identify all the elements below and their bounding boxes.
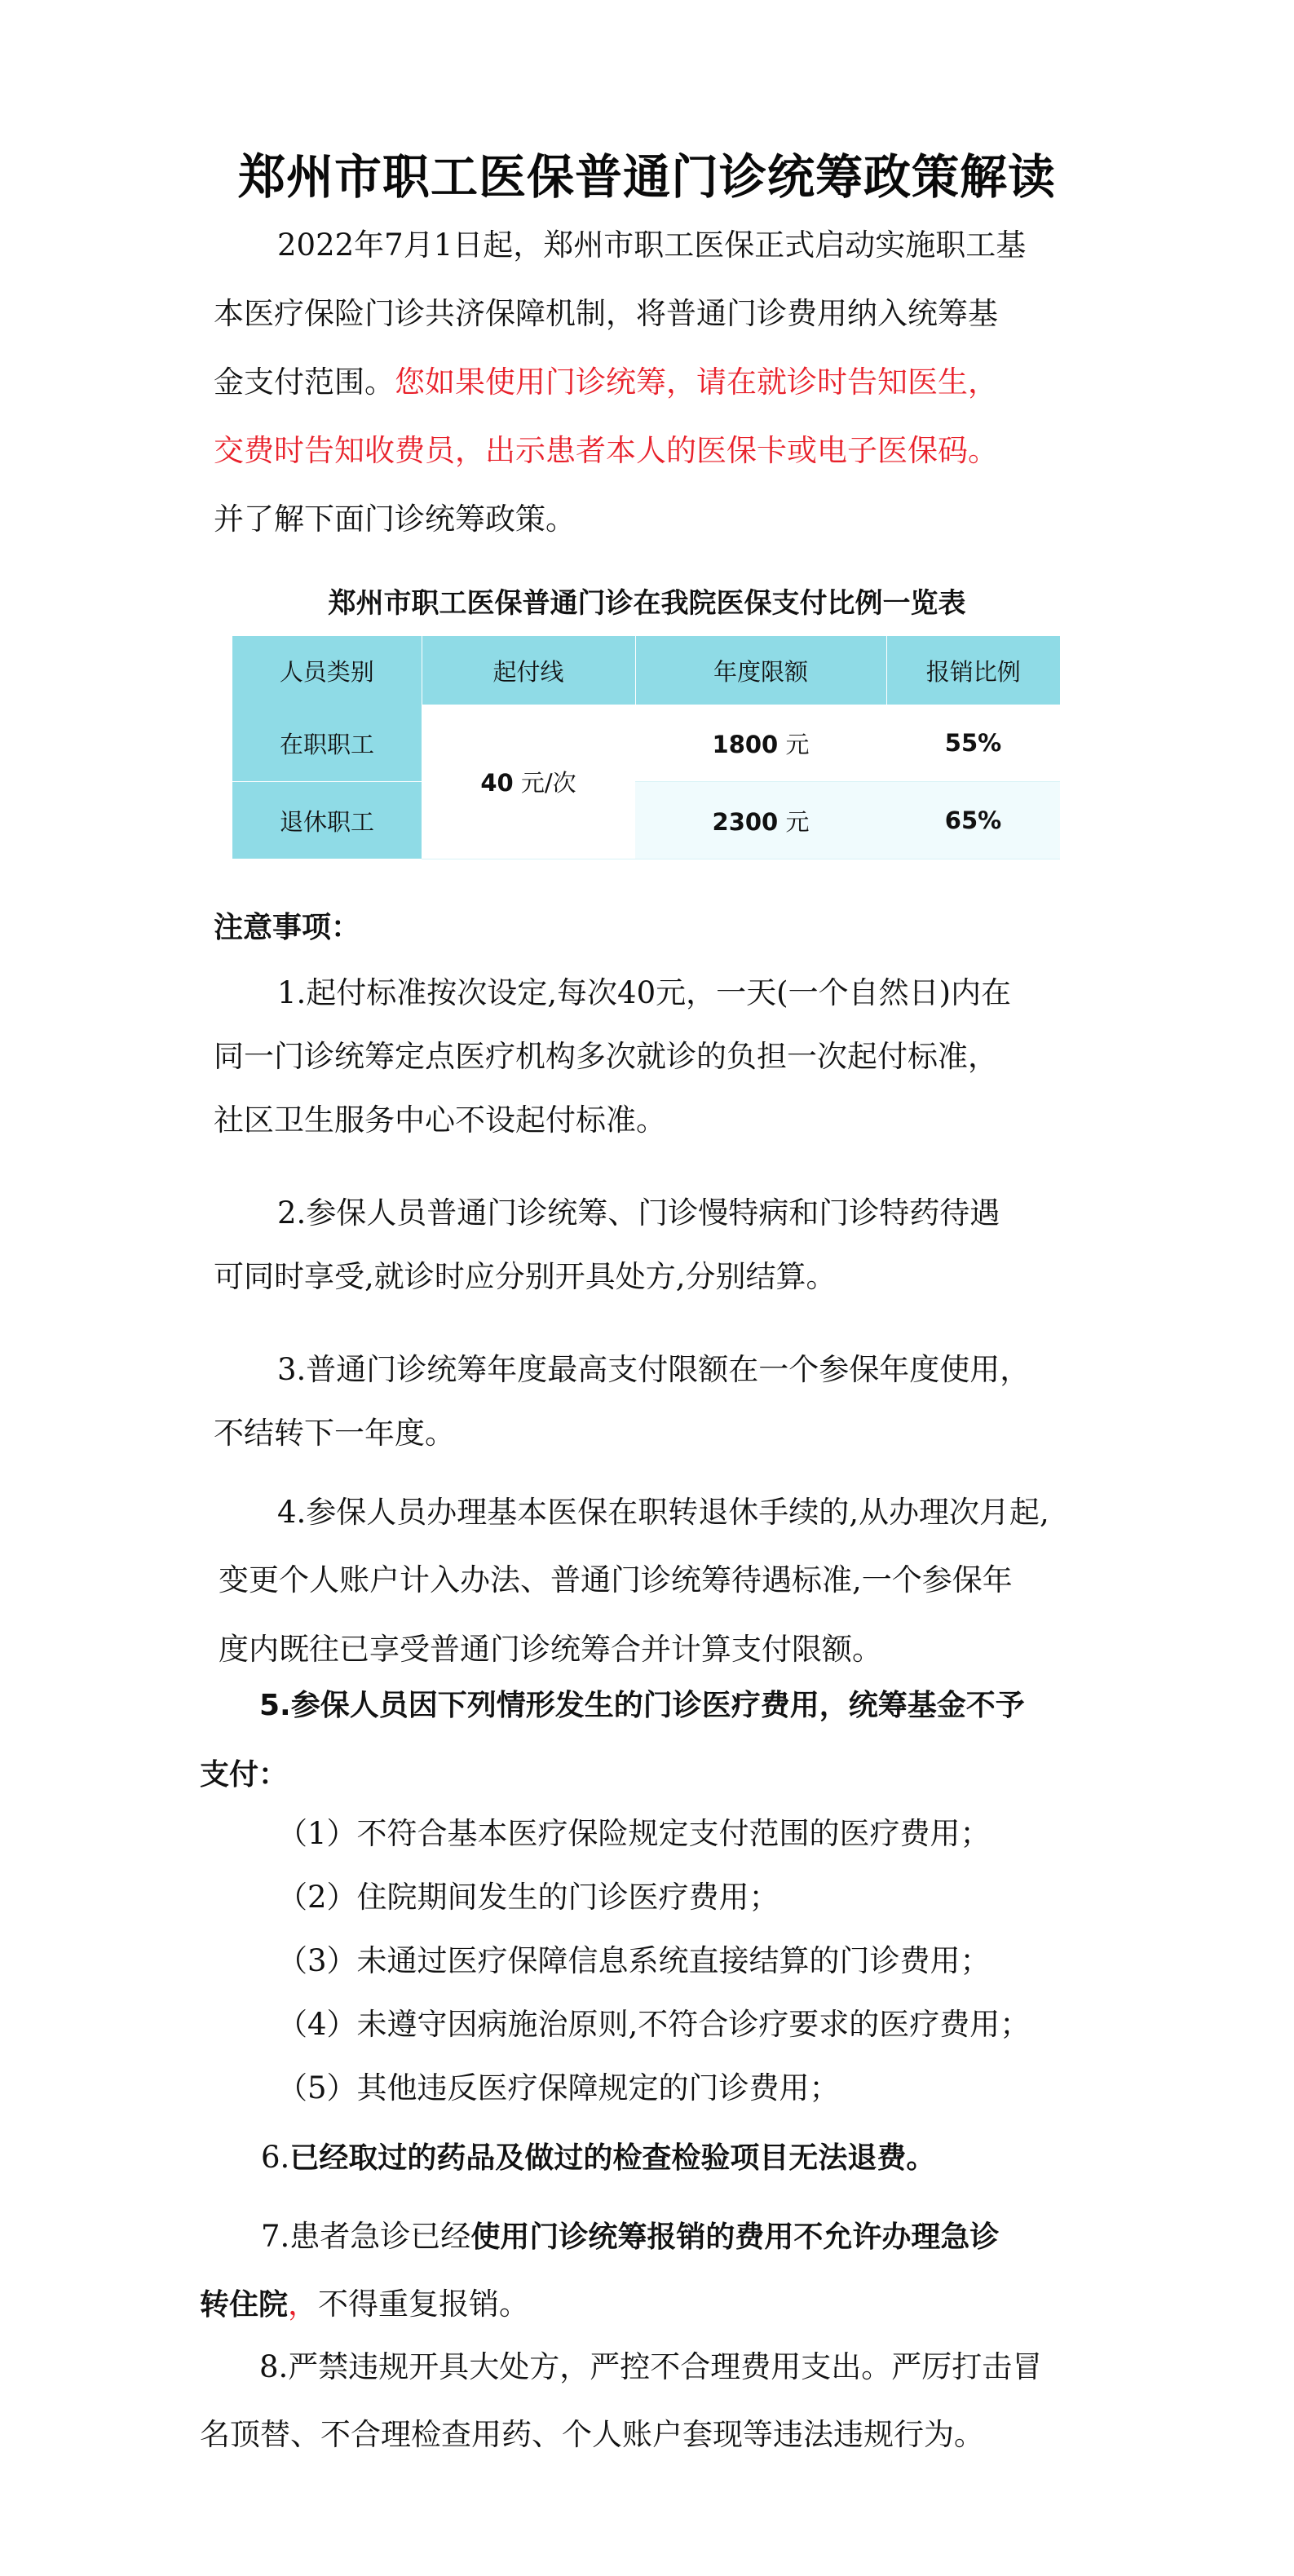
note-1-line-1: 1.起付标准按次设定,每次40元，一天(一个自然日)内在 bbox=[277, 975, 1012, 1010]
intro-line-3-normal: 金支付范围。 bbox=[214, 365, 395, 400]
table-title: 郑州市职工医保普通门诊在我院医保支付比例一览表 bbox=[328, 587, 966, 620]
note-3-line-2: 不结转下一年度。 bbox=[214, 1416, 455, 1451]
ratio-cell: 55% bbox=[886, 705, 1060, 782]
note-5-item: （1）不符合基本医疗保险规定支付范围的医疗费用； bbox=[277, 1816, 991, 1851]
header-deductible: 起付线 bbox=[422, 636, 635, 705]
table-row bbox=[232, 782, 1060, 859]
note-6-number: 6. bbox=[261, 2140, 290, 2175]
category-cell: 退休职工 bbox=[232, 782, 422, 859]
note-7-emphasis-2: 转住院 bbox=[200, 2288, 289, 2322]
limit-unit: 元 bbox=[785, 730, 810, 758]
note-5-item: （3）未通过医疗保障信息系统直接结算的门诊费用； bbox=[277, 1943, 991, 1978]
note-4-line-2: 变更个人账户计入办法、普通门诊统筹待遇标准,一个参保年 bbox=[219, 1562, 1013, 1597]
header-ratio: 报销比例 bbox=[886, 636, 1060, 705]
note-7-emphasis: 使用门诊统筹报销的费用不允许办理急诊 bbox=[470, 2220, 1000, 2254]
payment-ratio-table bbox=[232, 636, 1060, 859]
limit-cell bbox=[635, 705, 886, 782]
note-2-line-1: 2.参保人员普通门诊统筹、门诊慢特病和门诊特药待遇 bbox=[277, 1195, 1000, 1231]
note-8-line-1: 8.严禁违规开具大处方，严控不合理费用支出。严厉打击冒 bbox=[259, 2349, 1043, 2384]
intro-line-4-highlight: 交费时告知收费员，出示患者本人的医保卡或电子医保码。 bbox=[214, 433, 998, 468]
header-category: 人员类别 bbox=[232, 636, 422, 705]
deductible-number: 40 bbox=[480, 769, 514, 797]
note-2-line-2: 可同时享受,就诊时应分别开具处方,分别结算。 bbox=[214, 1259, 837, 1294]
note-5-item: （4）未遵守因病施治原则,不符合诊疗要求的医疗费用； bbox=[277, 2007, 1031, 2042]
note-6 bbox=[261, 2123, 935, 2198]
intro-line-5: 并了解下面门诊统筹政策。 bbox=[214, 502, 576, 537]
limit-cell bbox=[635, 782, 886, 859]
intro-line-3-highlight: 您如果使用门诊统筹，请在就诊时告知医生， bbox=[395, 365, 998, 400]
note-7-comma: ， bbox=[288, 2287, 319, 2322]
limit-unit: 元 bbox=[785, 807, 810, 836]
notes-heading: 注意事项： bbox=[214, 911, 361, 944]
limit-number: 1800 bbox=[712, 730, 779, 758]
intro-line-2: 本医疗保险门诊共济保障机制，将普通门诊费用纳入统筹基 bbox=[214, 296, 998, 331]
note-8-line-2: 名顶替、不合理检查用药、个人账户套现等违法违规行为。 bbox=[200, 2417, 984, 2452]
table-header-row bbox=[232, 636, 1060, 705]
intro-line-3 bbox=[214, 347, 998, 417]
note-5-item: （5）其他违反医疗保障规定的门诊费用； bbox=[277, 2070, 840, 2105]
deductible-unit: 元/次 bbox=[520, 769, 576, 797]
note-1-line-2: 同一门诊统筹定点医疗机构多次就诊的负担一次起付标准， bbox=[214, 1039, 998, 1074]
category-cell: 在职职工 bbox=[232, 705, 422, 782]
note-5-item: （2）住院期间发生的门诊医疗费用； bbox=[277, 1880, 779, 1915]
note-4-line-1: 4.参保人员办理基本医保在职转退休手续的,从办理次月起, bbox=[277, 1495, 1049, 1530]
note-7-lead: 7.患者急诊已经 bbox=[261, 2219, 471, 2254]
note-3-line-1: 3.普通门诊统筹年度最高支付限额在一个参保年度使用， bbox=[277, 1352, 1031, 1387]
note-7-tail: 不得重复报销。 bbox=[318, 2287, 530, 2322]
note-6-text: 已经取过的药品及做过的检查检验项目无法退费。 bbox=[289, 2141, 936, 2175]
intro-line-1: 2022年7月1日起，郑州市职工医保正式启动实施职工基 bbox=[277, 228, 1027, 263]
deductible-cell bbox=[422, 705, 635, 859]
note-5-heading-line-1: 5.参保人员因下列情形发生的门诊医疗费用，统筹基金不予 bbox=[259, 1689, 1025, 1722]
note-5-heading-line-2: 支付： bbox=[200, 1758, 289, 1792]
ratio-cell: 65% bbox=[886, 782, 1060, 859]
table-row bbox=[232, 705, 1060, 782]
note-1-line-3: 社区卫生服务中心不设起付标准。 bbox=[214, 1102, 666, 1138]
page-title: 郑州市职工医保普通门诊统筹政策解读 bbox=[237, 149, 1056, 205]
header-annual-limit: 年度限额 bbox=[635, 636, 886, 705]
note-7-line-1 bbox=[261, 2202, 999, 2278]
limit-number: 2300 bbox=[712, 807, 779, 836]
note-4-line-3: 度内既往已享受普通门诊统筹合并计算支付限额。 bbox=[219, 1632, 882, 1667]
